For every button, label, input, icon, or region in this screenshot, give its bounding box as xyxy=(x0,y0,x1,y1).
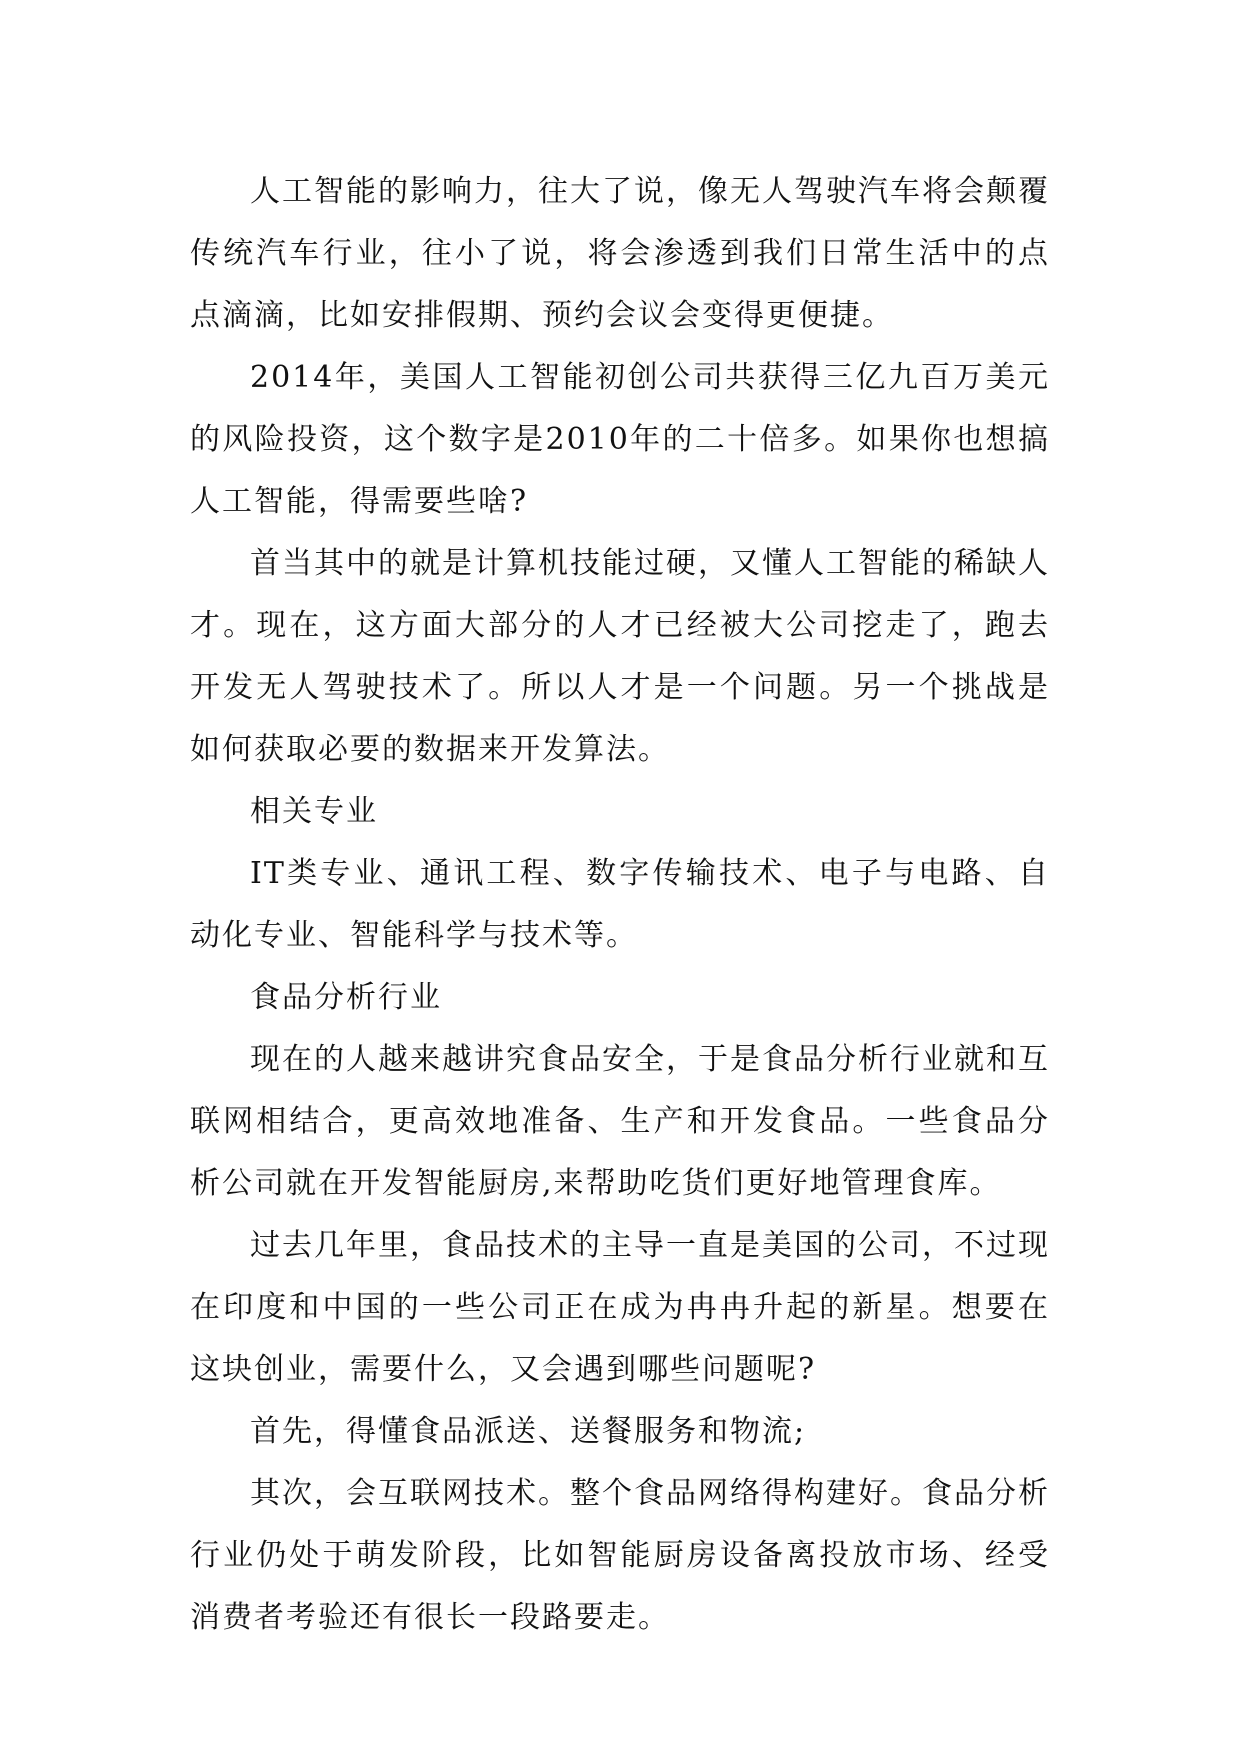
paragraph-majors-list: IT类专业、通讯工程、数字传输技术、电子与电路、自动化专业、智能科学与技术等。 xyxy=(190,856,1050,953)
heading-food-analysis: 食品分析行业 xyxy=(250,980,442,1015)
paragraph-ai-talent: 首当其中的就是计算机技能过硬，又懂人工智能的稀缺人才。现在，这方面大部分的人才已经被大公司挖走了，跑去开发无人驾驶技术了。所以人才是一个问题。另一个挑战是如何获取必要的数据来开发算法。 xyxy=(190,546,1050,767)
paragraph-first-requirement: 首先，得懂食品派送、送餐服务和物流; xyxy=(250,1414,807,1449)
paragraph-food-safety: 现在的人越来越讲究食品安全，于是食品分析行业就和互联网相结合，更高效地准备、生产和开发食品。一些食品分析公司就在开发智能厨房,来帮助吃货们更好地管理食库。 xyxy=(190,1042,1050,1201)
paragraph-ai-investment: 2014年，美国人工智能初创公司共获得三亿九百万美元的风险投资，这个数字是2010年的二十倍多。如果你也想搞人工智能，得需要些啥? xyxy=(190,360,1050,519)
paragraph-second-requirement: 其次，会互联网技术。整个食品网络得构建好。食品分析行业仍处于萌发阶段，比如智能厨房设备离投放市场、经受消费者考验还有很长一段路要走。 xyxy=(190,1476,1050,1635)
document-body xyxy=(190,161,1050,1649)
paragraph-ai-impact: 人工智能的影响力，往大了说，像无人驾驶汽车将会颠覆传统汽车行业，往小了说，将会渗透到我们日常生活中的点点滴滴，比如安排假期、预约会议会变得更便捷。 xyxy=(190,174,1050,333)
paragraph-food-tech-market: 过去几年里，食品技术的主导一直是美国的公司，不过现在印度和中国的一些公司正在成为冉冉升起的新星。想要在这块创业，需要什么，又会遇到哪些问题呢? xyxy=(190,1228,1050,1387)
heading-related-majors: 相关专业 xyxy=(250,794,378,829)
